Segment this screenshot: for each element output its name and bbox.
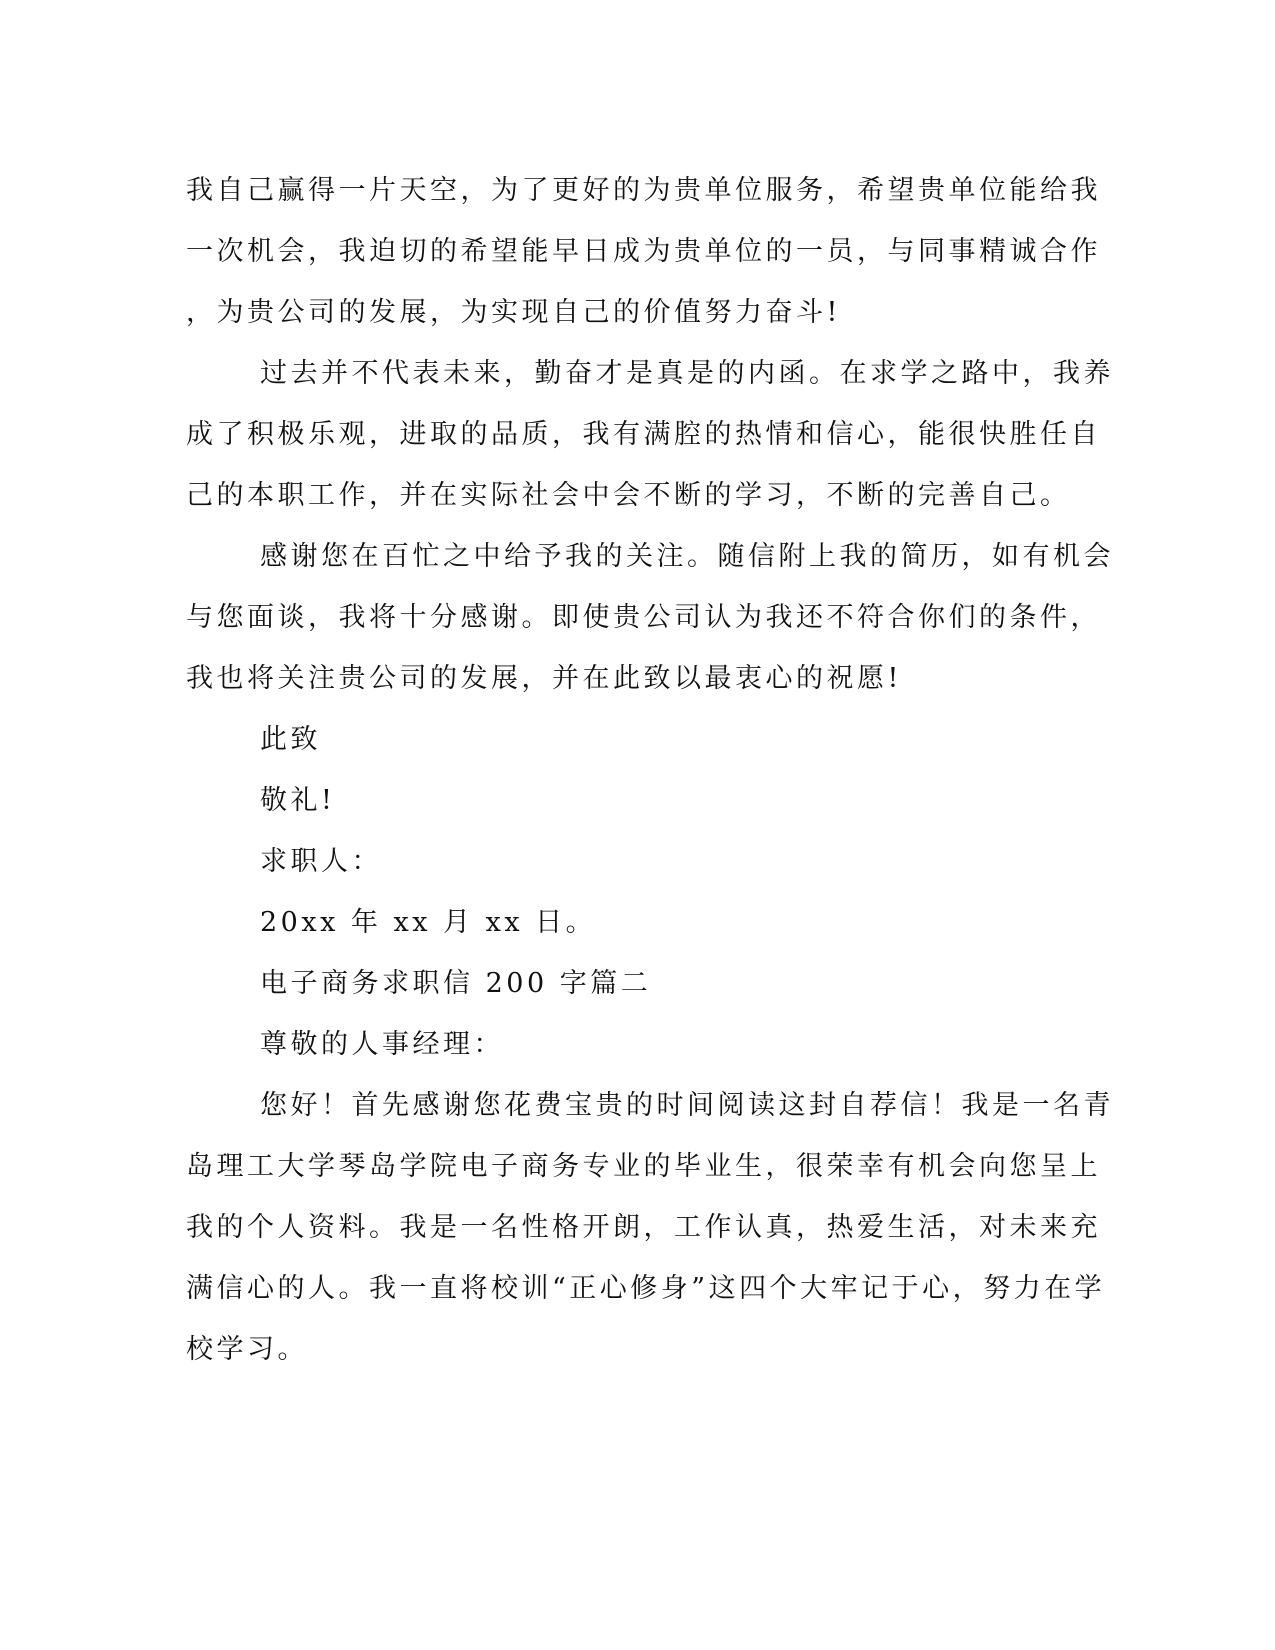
closing-salutation: 此致 — [260, 724, 321, 755]
paragraph-start-line: 您好！首先感谢您花费宝贵的时间阅读这封自荐信！我是一名青 — [260, 1090, 1114, 1121]
paragraph-start-line: 过去并不代表未来，勤奋才是真是的内函。在求学之路中，我养 — [260, 358, 1114, 389]
section-heading: 电子商务求职信 200 字篇二 — [260, 968, 652, 999]
text-line: 我自己赢得一片天空，为了更好的为贵单位服务，希望贵单位能给我 — [186, 175, 1101, 206]
text-line: ，为贵公司的发展，为实现自己的价值努力奋斗! — [186, 297, 841, 328]
applicant-signature: 求职人： — [260, 846, 382, 877]
text-line: 成了积极乐观，进取的品质，我有满腔的热情和信心，能很快胜任自 — [186, 419, 1101, 450]
text-line: 校学习。 — [186, 1334, 308, 1365]
closing-regards: 敬礼! — [260, 785, 336, 816]
text-line: 我的个人资料。我是一名性格开朗，工作认真，热爱生活，对未来充 — [186, 1212, 1101, 1243]
text-line: 一次机会，我迫切的希望能早日成为贵单位的一员，与同事精诚合作 — [186, 236, 1101, 267]
letter-date: 20xx 年 xx 月 xx 日。 — [260, 907, 597, 938]
text-line: 满信心的人。我一直将校训“正心修身”这四个大牢记于心，努力在学 — [186, 1273, 1106, 1304]
text-line: 岛理工大学琴岛学院电子商务专业的毕业生，很荣幸有机会向您呈上 — [186, 1151, 1101, 1182]
greeting-line: 尊敬的人事经理： — [260, 1029, 504, 1060]
paragraph-start-line: 感谢您在百忙之中给予我的关注。随信附上我的简历，如有机会 — [260, 541, 1114, 572]
letter-body — [186, 160, 1114, 1380]
text-line: 与您面谈，我将十分感谢。即使贵公司认为我还不符合你们的条件， — [186, 602, 1101, 633]
text-line: 我也将关注贵公司的发展，并在此致以最衷心的祝愿! — [186, 663, 902, 694]
text-line: 己的本职工作，并在实际社会中会不断的学习，不断的完善自己。 — [186, 480, 1071, 511]
